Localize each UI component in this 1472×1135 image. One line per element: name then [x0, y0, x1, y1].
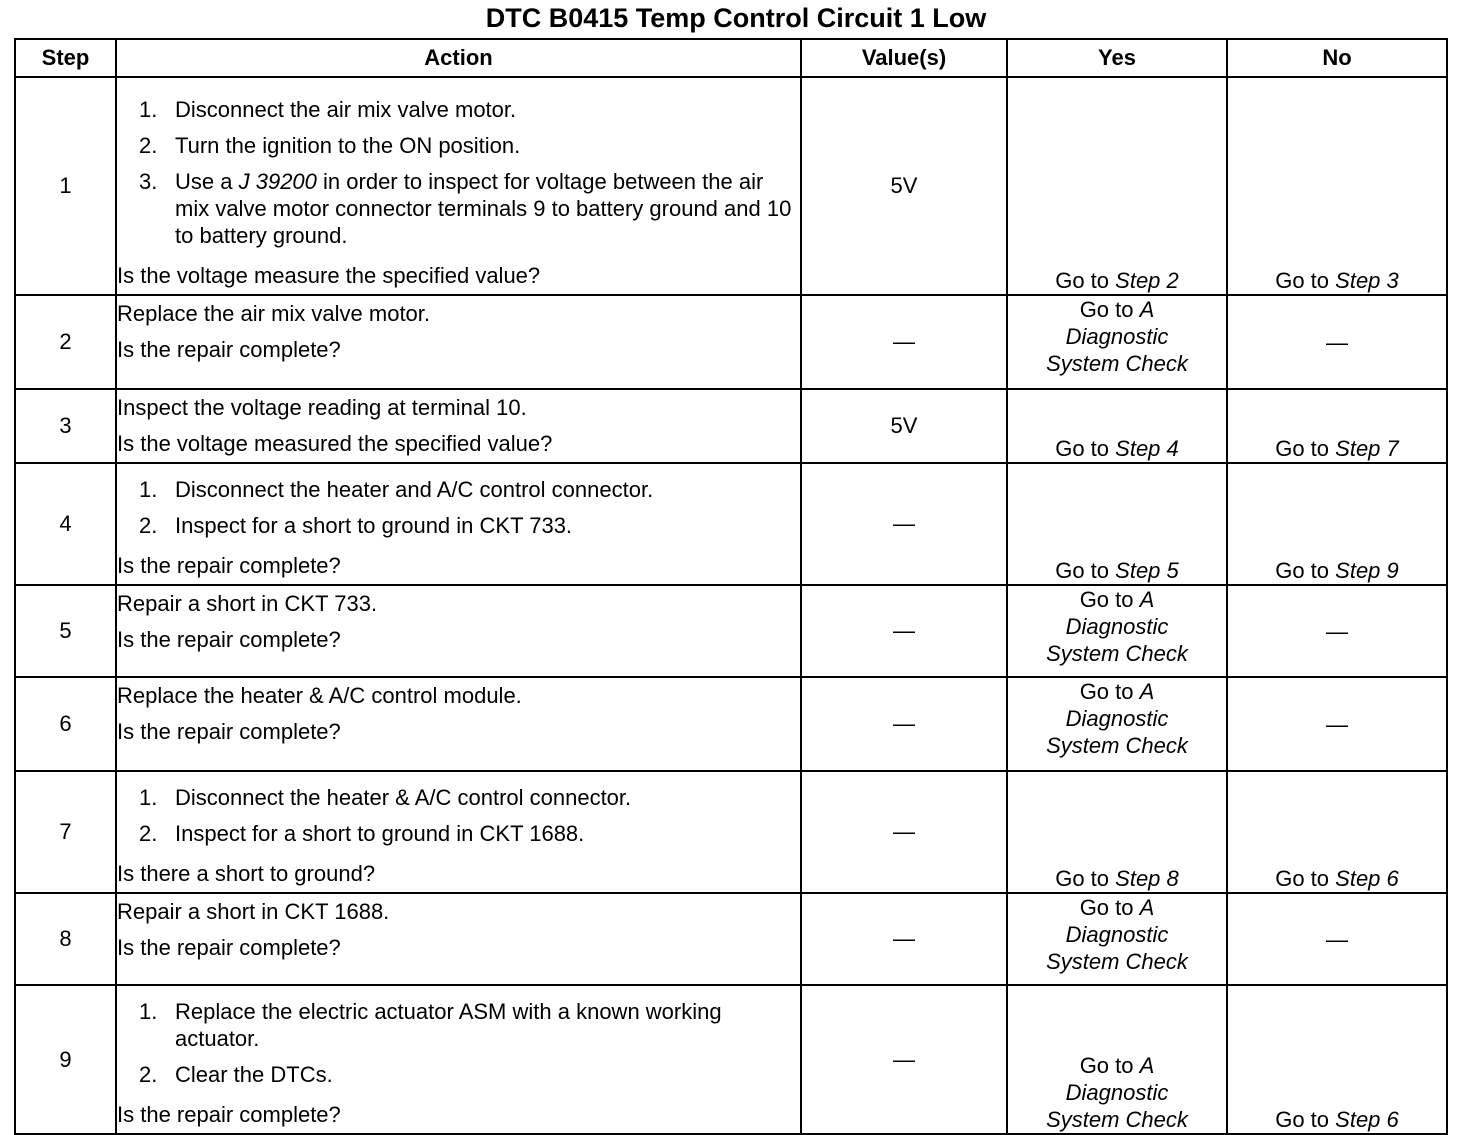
action-item: 2. Clear the DTCs.	[139, 1062, 333, 1087]
action-item: 1. Disconnect the heater and A/C control connector.	[139, 477, 654, 502]
no-cell: Go to Step 3	[1227, 77, 1447, 295]
yes-cell: Go to A Diagnostic System Check	[1007, 677, 1227, 771]
action-question: Is the repair complete?	[117, 337, 341, 362]
action-item: 1. Disconnect the air mix valve motor.	[139, 97, 517, 122]
value-cell: 5V	[801, 389, 1007, 463]
yes-cell: Go to Step 4	[1007, 389, 1227, 463]
table-row	[15, 893, 1447, 985]
table-row	[15, 985, 1447, 1134]
tool-reference: J 39200	[238, 169, 317, 194]
header-no: No	[1227, 39, 1447, 77]
action-cell: Repair a short in CKT 733. Is the repair complete?	[116, 585, 801, 677]
action-cell: Replace the air mix valve motor. Is the repair complete?	[116, 295, 801, 389]
action-cell: Replace the heater & A/C control module. Is the repair complete?	[116, 677, 801, 771]
action-question: Is there a short to ground?	[117, 861, 376, 886]
page-title: DTC B0415 Temp Control Circuit 1 Low	[485, 3, 987, 33]
no-cell: Go to Step 7	[1227, 389, 1447, 463]
yes-cell: Go to A Diagnostic System Check	[1007, 585, 1227, 677]
no-cell: —	[1227, 585, 1447, 677]
header-values: Value(s)	[801, 39, 1007, 77]
value-cell: —	[801, 463, 1007, 585]
action-cell	[116, 77, 801, 295]
action-cell: Repair a short in CKT 1688. Is the repair complete?	[116, 893, 801, 985]
action-question: Is the repair complete?	[117, 719, 341, 744]
header-row	[15, 39, 1447, 77]
yes-cell: Go to A Diagnostic System Check	[1007, 295, 1227, 389]
no-cell: Go to Step 6	[1227, 985, 1447, 1134]
value-cell: —	[801, 893, 1007, 985]
table-row	[15, 585, 1447, 677]
yes-cell: Go to Step 2	[1007, 77, 1227, 295]
action-item: 1. Disconnect the heater & A/C control connector.	[139, 785, 632, 810]
action-question: Is the voltage measured the specified value?	[117, 431, 553, 456]
value-cell: 5V	[801, 77, 1007, 295]
table-row	[15, 771, 1447, 893]
step-number: 7	[15, 771, 116, 893]
value-cell: —	[801, 985, 1007, 1134]
step-number: 8	[15, 893, 116, 985]
table-row	[15, 389, 1447, 463]
action-question: Is the repair complete?	[117, 553, 341, 578]
action-item: 2. Inspect for a short to ground in CKT 1688.	[139, 821, 585, 846]
action-question: Is the repair complete?	[117, 1102, 341, 1127]
action-cell	[116, 771, 801, 893]
action-cell	[116, 985, 801, 1134]
no-cell: Go to Step 6	[1227, 771, 1447, 893]
value-cell: —	[801, 677, 1007, 771]
action-question: Is the repair complete?	[117, 627, 341, 652]
table-row	[15, 295, 1447, 389]
no-cell: —	[1227, 677, 1447, 771]
table-row	[15, 463, 1447, 585]
action-cell: Inspect the voltage reading at terminal 10. Is the voltage measured the specified value?	[116, 389, 801, 463]
header-yes: Yes	[1007, 39, 1227, 77]
value-cell: —	[801, 585, 1007, 677]
yes-cell: Go to Step 8	[1007, 771, 1227, 893]
action-cell	[116, 463, 801, 585]
step-number: 2	[15, 295, 116, 389]
no-cell: —	[1227, 893, 1447, 985]
action-item: 2. Inspect for a short to ground in CKT 733.	[139, 513, 573, 538]
step-number: 9	[15, 985, 116, 1134]
step-number: 6	[15, 677, 116, 771]
header-step: Step	[15, 39, 116, 77]
header-action: Action	[116, 39, 801, 77]
action-question: Is the repair complete?	[117, 935, 341, 960]
no-cell: Go to Step 9	[1227, 463, 1447, 585]
step-number: 4	[15, 463, 116, 585]
step-number: 1	[15, 77, 116, 295]
step-number: 5	[15, 585, 116, 677]
action-question: Is the voltage measure the specified value?	[117, 263, 541, 288]
diagnostic-table	[14, 38, 1448, 1135]
yes-cell: Go to A Diagnostic System Check	[1007, 893, 1227, 985]
value-cell: —	[801, 295, 1007, 389]
yes-cell: Go to Step 5	[1007, 463, 1227, 585]
no-cell: —	[1227, 295, 1447, 389]
value-cell: —	[801, 771, 1007, 893]
step-number: 3	[15, 389, 116, 463]
table-row	[15, 77, 1447, 295]
action-item: 2. Turn the ignition to the ON position.	[139, 133, 521, 158]
action-item: 1. Replace the electric actuator ASM with a known working actuator.	[139, 999, 722, 1051]
table-row	[15, 677, 1447, 771]
yes-cell: Go to A Diagnostic System Check	[1007, 985, 1227, 1134]
action-item: 3. Use a J 39200 in order to inspect for voltage between the air mix valve motor connector terminals 9 to battery ground and 10 to battery ground.	[139, 169, 792, 248]
